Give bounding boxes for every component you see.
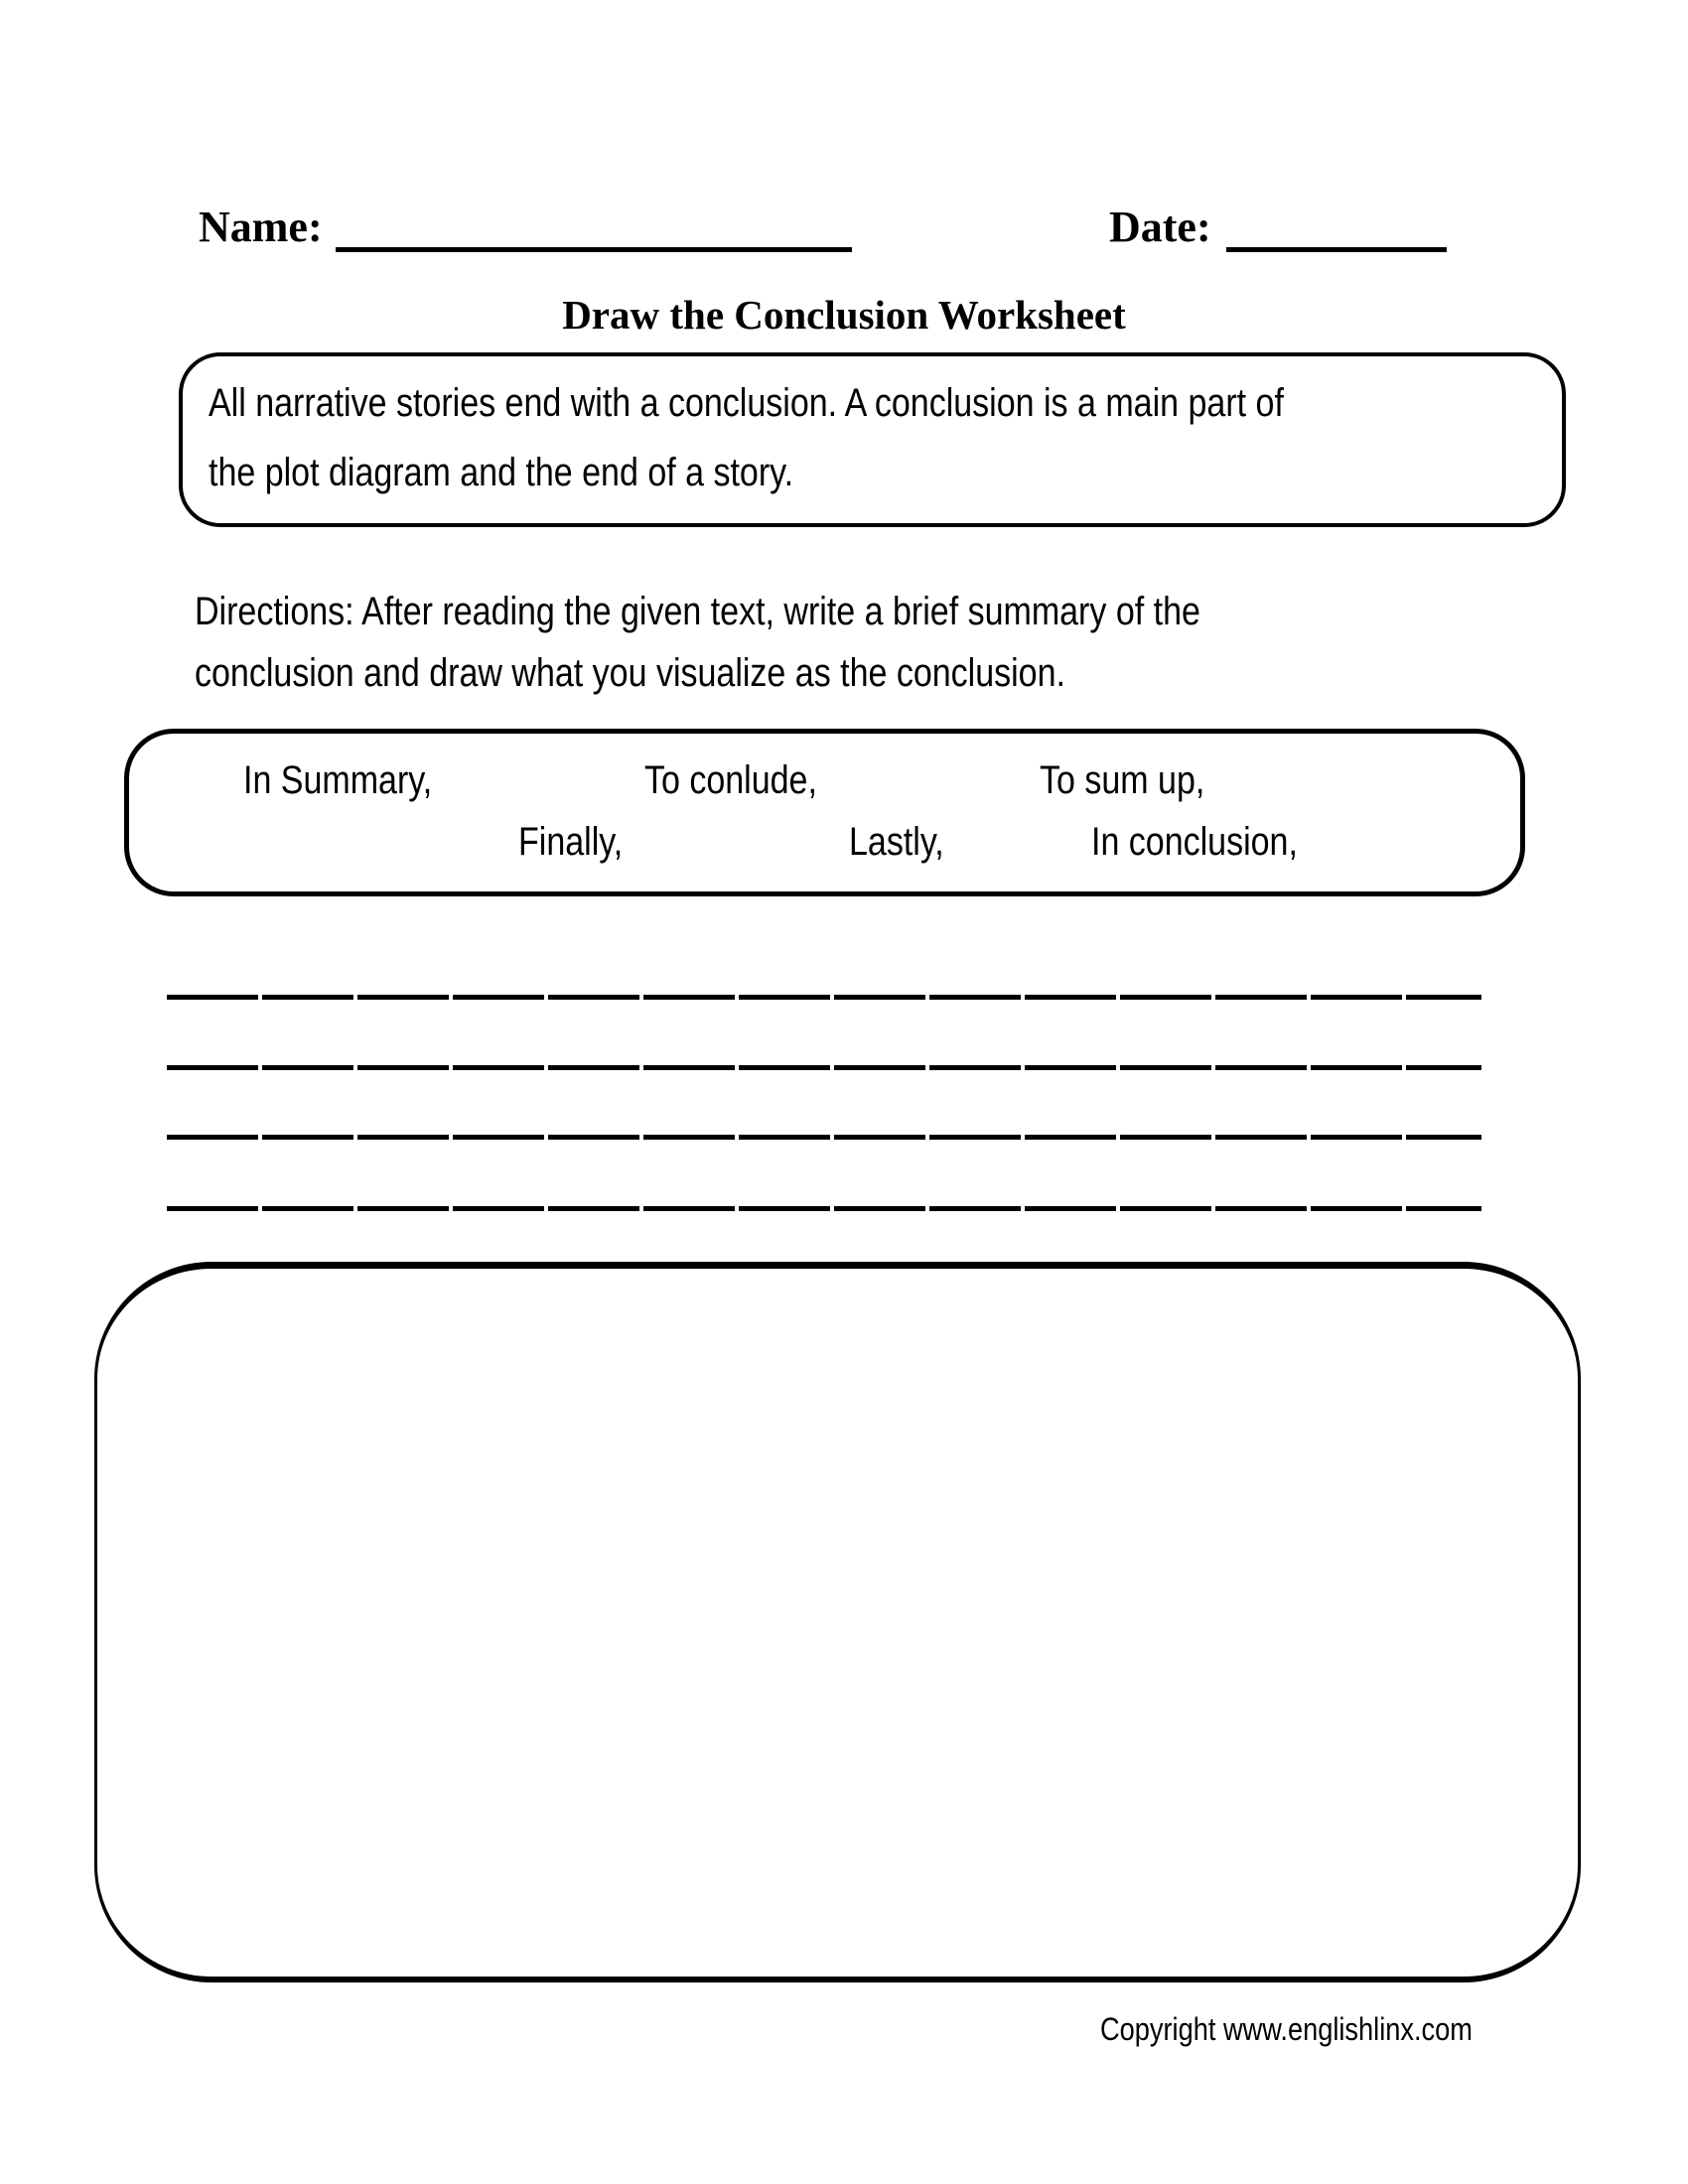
directions-line1: Directions: After reading the given text, write a brief summary of the	[195, 590, 1200, 633]
directions-line2: conclusion and draw what you visualize as the conclusion.	[195, 651, 1065, 695]
name-blank-line[interactable]	[336, 247, 852, 252]
name-label: Name:	[199, 203, 323, 251]
copyright-text: Copyright www.englishlinx.com	[1100, 2011, 1473, 2047]
date-blank-line[interactable]	[1226, 247, 1447, 252]
word-bank-item: To conlude,	[644, 758, 817, 802]
writing-line[interactable]	[167, 995, 1481, 1000]
writing-line[interactable]	[167, 1065, 1481, 1070]
drawing-area-box[interactable]	[94, 1262, 1581, 1982]
intro-box	[179, 352, 1566, 527]
page-title: Draw the Conclusion Worksheet	[562, 292, 1126, 338]
intro-text-line2: the plot diagram and the end of a story.	[209, 451, 794, 494]
word-bank-item: Lastly,	[849, 820, 944, 864]
word-bank-item: Finally,	[518, 820, 624, 864]
intro-text-line1: All narrative stories end with a conclusion. A conclusion is a main part of	[209, 381, 1284, 425]
word-bank-box	[124, 729, 1525, 896]
date-label: Date:	[1109, 203, 1211, 251]
word-bank-item: In Summary,	[243, 758, 433, 802]
word-bank-item: In conclusion,	[1091, 820, 1298, 864]
word-bank-item: To sum up,	[1040, 758, 1205, 802]
writing-line[interactable]	[167, 1135, 1481, 1140]
writing-line[interactable]	[167, 1206, 1481, 1211]
